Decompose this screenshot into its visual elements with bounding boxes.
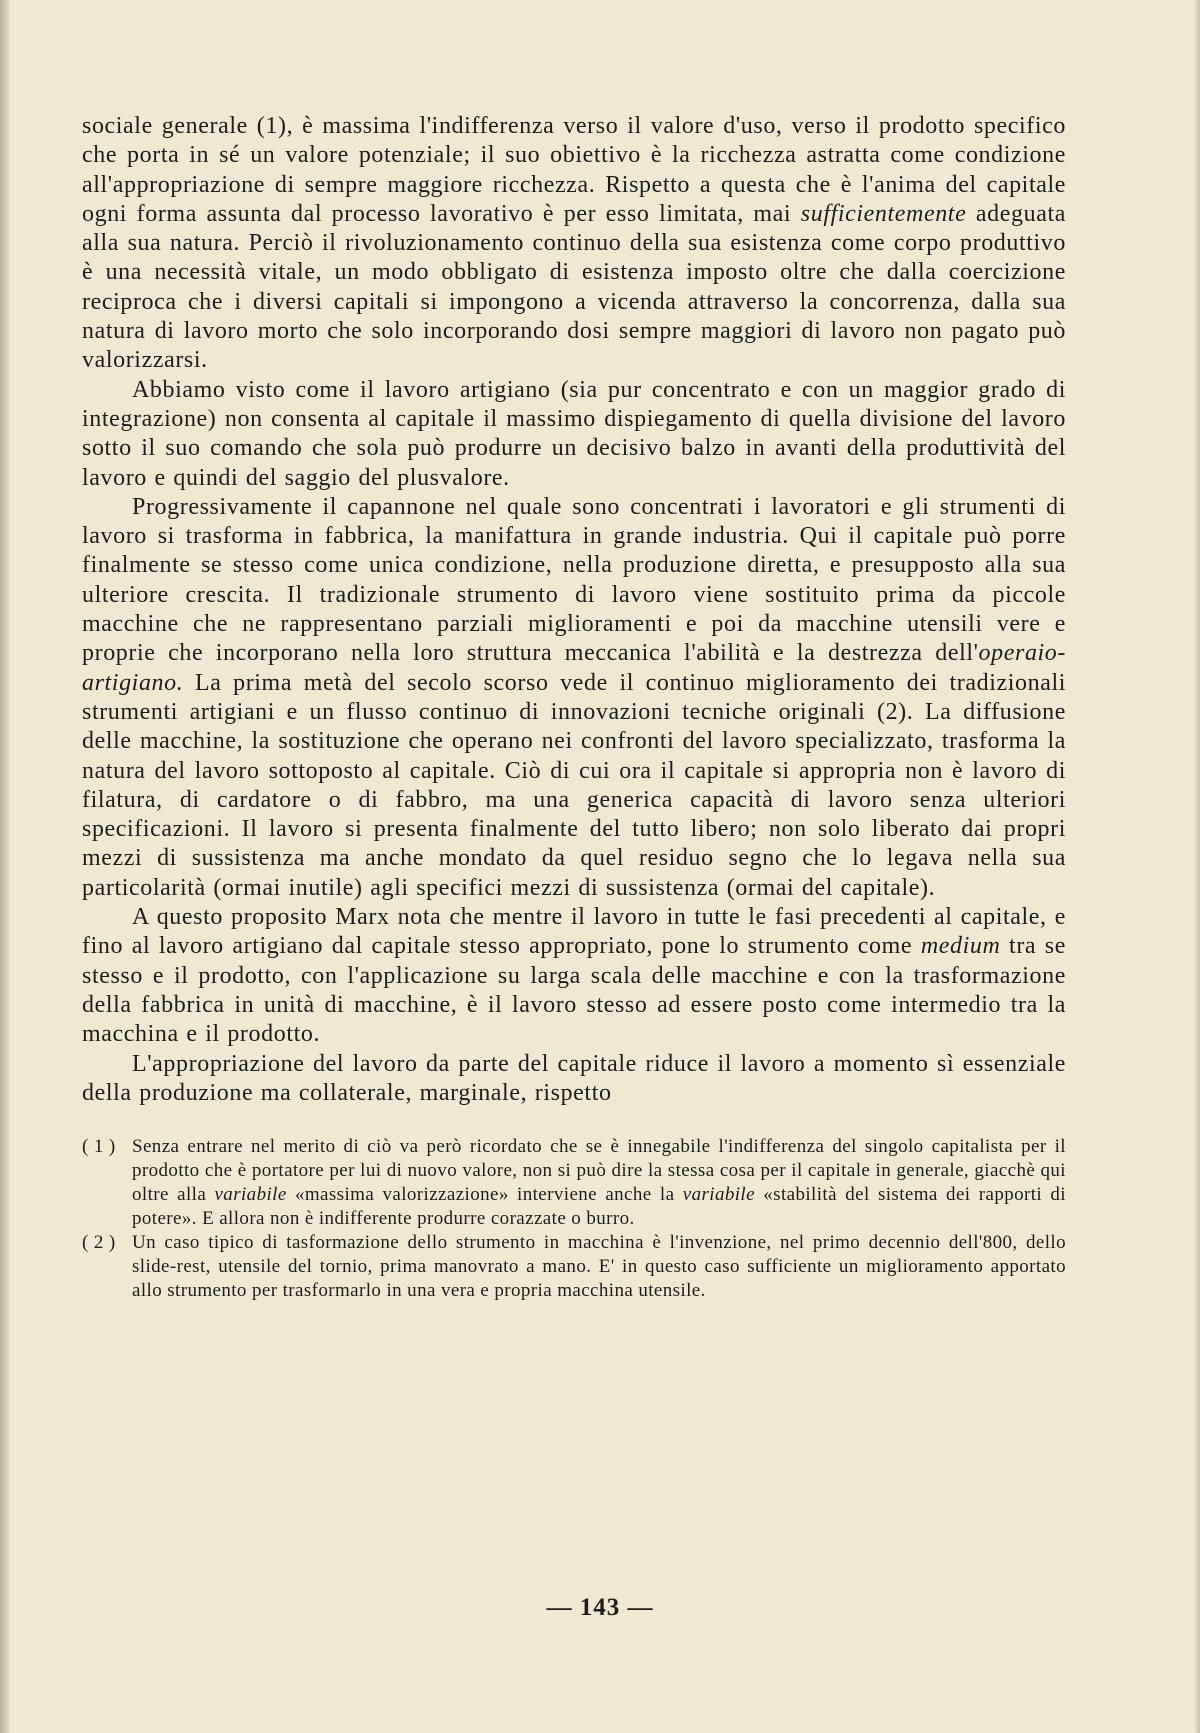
body-paragraph: [82, 1050, 1066, 1109]
text-run: «massima valorizzazione» interviene anche la: [286, 1184, 683, 1206]
scan-edge-left: [0, 0, 10, 1733]
footnote-marker: ( 2 ): [82, 1232, 116, 1254]
italic-text: variabile: [214, 1184, 287, 1206]
scan-edge-right: [1194, 0, 1200, 1733]
italic-text: medium: [920, 933, 1001, 960]
text-run: Abbiamo visto come il lavoro artigiano (sia pur concentrato e con un maggior grado di integrazione) non consenta al capitale il massimo dispiegamento di quella divisione del lavoro sotto il suo comando che sola può produrre un decisivo balzo in avanti della produttività del lavoro e quindi del saggio del plusvalore.: [82, 376, 1066, 491]
italic-text: sufficientemente: [800, 200, 967, 227]
text-run: L'appropriazione del lavoro da parte del capitale riduce il lavoro a momento sì essenziale della produzione ma collaterale, marginale, rispetto: [82, 1050, 1066, 1106]
text-run: tra se stesso e il prodotto, con l'applicazione su larga scala delle macchine e con la trasformazione della fabbrica in unità di macchine, è il lavoro stesso ad essere posto come intermedio tra la macchina e il prodotto.: [82, 933, 1067, 1048]
text-run: adeguata alla sua natura. Perciò il rivoluzionamento continuo della sua esistenza come corpo produttivo è una necessità vitale, un modo obbligato di esistenza imposto oltre che dalla coercizione reciproca che i diversi capitali si impongono a vicenda attraverso la concorrenza, dalla sua natura di lavoro morto che solo incorporando dosi sempre maggiori di lavoro non pagato può valorizzarsi.: [82, 200, 1066, 374]
italic-text: operaio-artigiano.: [82, 640, 1066, 696]
text-run: La prima metà del secolo scorso vede il continuo miglioramento dei tradizionali strumenti artigiani e un flusso continuo di innovazioni tecniche originali (2). La diffusione delle macchine, la sostituzione che operano nei confronti del lavoro specializzato, trasforma la natura del lavoro sottoposto al capitale. Ciò di cui ora il capitale si appropria non è lavoro di filatura, di cardatore o di fabbro, ma una generica capacità di lavoro senza ulteriori specificazioni. Il lavoro si presenta finalmente del tutto libero; non solo liberato dai propri mezzi di sussistenza ma anche mondato da quel residuo segno che lo legava nella sua particolarità (ormai inutile) agli specifici mezzi di sussistenza (ormai del capitale).: [82, 669, 1066, 901]
italic-text: variabile: [682, 1184, 755, 1206]
footnotes-section: [82, 1135, 1066, 1303]
page-number: — 143 —: [546, 1594, 654, 1621]
body-paragraph: [82, 112, 1066, 376]
text-run: A questo proposito Marx nota che mentre il lavoro in tutte le fasi precedenti al capitale, e fino al lavoro artigiano dal capitale stesso appropriato, pone lo strumento come: [82, 904, 1066, 960]
text-run: «stabilità del sistema dei rapporti di potere». E allora non è indifferente produrre corazzate o burro.: [132, 1184, 1066, 1230]
body-text: [82, 112, 1066, 1108]
text-run: sociale generale (1), è massima l'indifferenza verso il valore d'uso, verso il prodotto specifico che porta in sé un valore potenziale; il suo obiettivo è la ricchezza astratta come condizione all'appropriazione di sempre maggiore ricchezza. Rispetto a questa che è l'anima del capitale ogni forma assunta dal processo lavorativo è per esso limitata, mai: [82, 113, 1066, 227]
footnote-marker: ( 1 ): [82, 1136, 116, 1158]
footnote-text: [132, 1135, 1066, 1231]
footnote-text: [132, 1231, 1066, 1303]
text-run: Progressivamente il capannone nel quale sono concentrati i lavoratori e gli strumenti di lavoro si trasforma in fabbrica, la manifattura in grande industria. Qui il capitale può porre finalmente se stesso come unica condizione, nella produzione diretta, e presupposto alla sua ulteriore crescita. Il tradizionale strumento di lavoro viene sostituito prima da piccole macchine che ne rappresentano parziali miglioramenti e poi da macchine utensili vere e proprie che incorporano nella loro struttura meccanica l'abilità e la destrezza dell': [82, 493, 1066, 667]
footnote: [82, 1231, 1066, 1303]
text-run: Un caso tipico di tasformazione dello strumento in macchina è l'invenzione, nel primo decennio dell'800, dello slide-rest, utensile del tornio, prima manovrato a mano. E' in questo caso sufficiente un miglioramento apportato allo strumento per trasformarlo in una vera e propria macchina utensile.: [132, 1232, 1066, 1302]
page-text-block: [82, 112, 1066, 1303]
footnote: [82, 1135, 1066, 1231]
body-paragraph: [82, 903, 1066, 1049]
body-paragraph: [82, 493, 1066, 903]
body-paragraph: [82, 376, 1066, 493]
text-run: Senza entrare nel merito di ciò va però ricordato che se è innegabile l'indifferenza del singolo capitalista per il prodotto che è portatore per lui di nuovo valore, non si può dire la stessa cosa per il capitale in generale, giacchè qui oltre alla: [132, 1136, 1066, 1206]
